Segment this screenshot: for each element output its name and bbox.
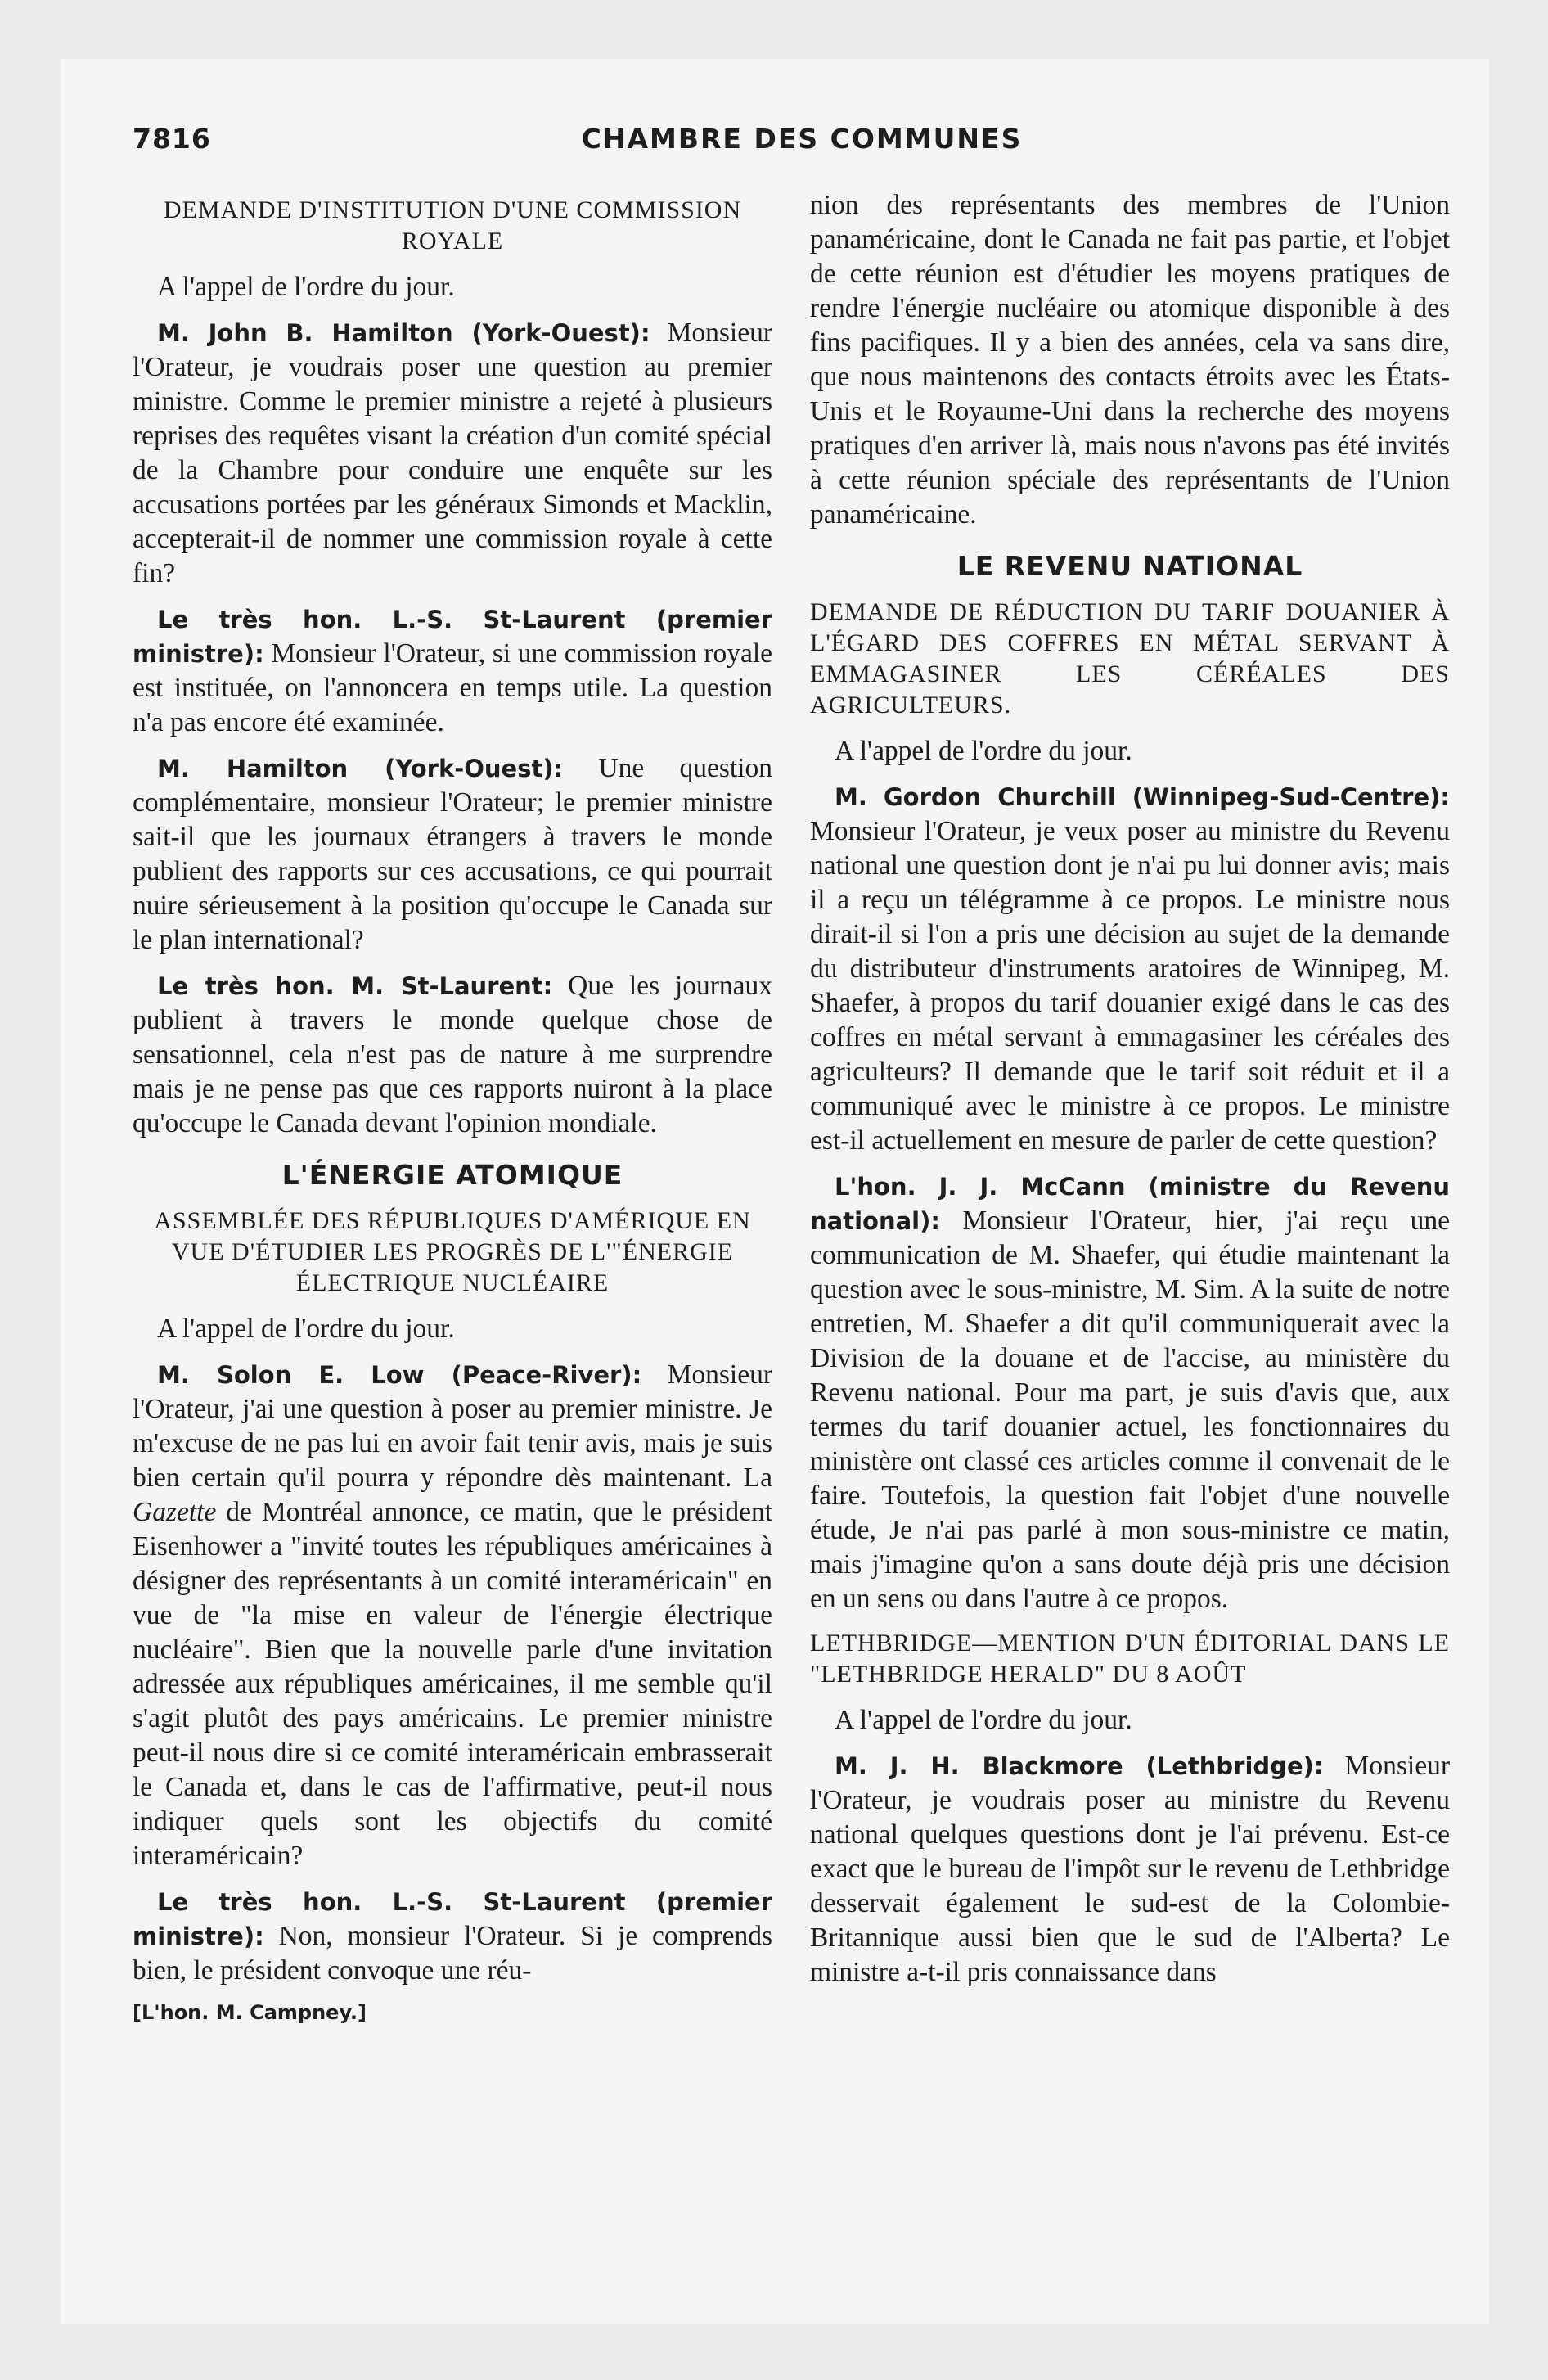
speaker-name: Le très hon. L.-S. St-Laurent (premier ministre): (133, 606, 772, 668)
speech-text: de Montréal annonce, ce matin, que le président Eisenhower a "invité toutes les républiques américaines à désigner des représentants à un comité interaméricain" en vue de "la mise en valeur de l'énergie électrique nucléaire". Bien que la nouvelle parle d'une invitation adressée aux républiques américaines, il me semble qu'il s'agit plutôt des pays américains. Le premier ministre peut-il nous dire si ce comité interaméricain embrasserait le Canada et, dans le cas de l'affirmative, peut-il nous indiquer quels sont les objectifs du comité interaméricain? (133, 1497, 772, 1871)
section-title-energie: L'ÉNERGIE ATOMIQUE (281, 1159, 623, 1191)
speaker-name: Le très hon. L.-S. St-Laurent (premier ministre): (133, 1888, 772, 1950)
paragraph-continued: nion des représentants des membres de l'Union panaméricaine, dont le Canada ne fait pas partie, et l'objet de cette réunion est d'étudier les moyens pratiques de rendre l'énergie nucléaire ou atomique disponible à des fins pacifiques. Il y a bien des années, cela va sans dire, que nous maintenons des contacts étroits avec les États-Unis et le Royaume-Uni dans la recherche des moyens pratiques d'en arriver là, mais nous n'avons pas été invités à cette réunion spéciale des représentants de l'Union panaméricaine. (810, 190, 1450, 530)
paragraph (133, 316, 772, 591)
subheading-lethbridge: LETHBRIDGE—MENTION D'UN ÉDITORIAL DANS LE "LETHBRIDGE HERALD" DU 8 AOÛT (810, 1629, 1450, 1688)
paragraph (133, 1885, 772, 1988)
subheading-assemblee: ASSEMBLÉE DES RÉPUBLIQUES D'AMÉRIQUE EN VUE D'ÉTUDIER LES PROGRÈS DE L'"ÉNERGIE ÉLECTRIQUE NUCLÉAIRE (154, 1207, 751, 1296)
paragraph: A l'appel de l'ordre du jour. (835, 736, 1132, 766)
running-head: CHAMBRE DES COMMUNES (581, 123, 1023, 155)
paragraph (133, 1358, 772, 1873)
paragraph: A l'appel de l'ordre du jour. (157, 1314, 455, 1344)
speech-text: Une question complémentaire, monsieur l'Orateur; le premier ministre sait-il que les journaux étrangers à travers le monde publient des rapports sur ces accusations, ce qui pourrait nuire sérieusement à la position qu'occupe le Canada sur le plan international? (133, 753, 772, 955)
newspaper-name: Gazette (133, 1497, 217, 1527)
right-column (810, 188, 1450, 2251)
section-title-revenu: LE REVENU NATIONAL (956, 550, 1303, 582)
speaker-name: M. Solon E. Low (Peace-River): (157, 1361, 642, 1389)
paragraph: A l'appel de l'ordre du jour. (157, 272, 455, 302)
paragraph (810, 780, 1450, 1158)
speaker-name: M. J. H. Blackmore (Lethbridge): (835, 1752, 1324, 1780)
page-number: 7816 (133, 123, 211, 155)
paragraph (133, 751, 772, 958)
speaker-name: M. Hamilton (York-Ouest): (157, 755, 564, 782)
speech-text: Que les journaux publient à travers le monde quelque chose de sensationnel, cela n'est pas de nature à me surprendre mais je ne pense pas que ces rapports nuiront à la place qu'occupe le Canada devant l'opinion mondiale. (133, 971, 772, 1138)
speech-text: Monsieur l'Orateur, j'ai une question à poser au premier ministre. Je m'excuse de ne pas lui en avoir fait tenir avis, mais je suis bien certain qu'il pourra y répondre dès maintenant. La (133, 1359, 772, 1493)
speech-text: Monsieur l'Orateur, je voudrais poser au ministre du Revenu national quelques questions dont je l'ai prévenu. Est-ce exact que le bureau de l'impôt sur le revenu de Lethbridge desservait également le sud-est de la Colombie-Britannique aussi bien que le sud de l'Alberta? Le ministre a-t-il pris connaissance dans (810, 1751, 1450, 1987)
speaker-name: L'hon. J. J. McCann (ministre du Revenu national): (810, 1173, 1450, 1235)
paragraph (810, 1749, 1450, 1990)
left-column (133, 188, 772, 2251)
paragraph (133, 969, 772, 1141)
subheading-tarif: DEMANDE DE RÉDUCTION DU TARIF DOUANIER À L'ÉGARD DES COFFRES EN MÉTAL SERVANT À EMMAGASINER LES CÉRÉALES DES AGRICULTEURS. (810, 598, 1450, 719)
speech-text: Monsieur l'Orateur, hier, j'ai reçu une communication de M. Shaefer, qui étudie maintenant la question avec le sous-ministre, M. Sim. A la suite de notre entretien, M. Shaefer a dit qu'il communiquerait avec la Division de la douane et de l'accise, au ministère du Revenu national. Pour ma part, je suis d'avis que, aux termes du tarif douanier actuel, les fonctionnaires du ministère ont classé ces articles comme il convenait de le faire. Toutefois, la question fait l'objet d'une nouvelle étude, Je n'ai pas parlé à mon sous-ministre ce matin, mais j'imagine qu'on a sans doute déjà pris une décision en un sens ou dans l'autre à ce propos. (810, 1206, 1450, 1614)
subheading-commission: DEMANDE D'INSTITUTION D'UNE COMMISSION ROYALE (163, 196, 742, 255)
paragraph: A l'appel de l'ordre du jour. (835, 1705, 1132, 1735)
paragraph (810, 1170, 1450, 1616)
speech-text: Monsieur l'Orateur, je veux poser au ministre du Revenu national une question dont je n'ai pu lui donner avis; mais il a reçu un télégramme à ce propos. Le ministre nous dirait-il si l'on a pris une décision au sujet de la demande du distributeur d'instruments aratoires de Winnipeg, M. Shaefer, à propos du tarif douanier exigé dans le cas des coffres en métal servant à emmagasiner les céréales des agriculteurs? Il demande que le tarif soit réduit et il a communiqué avec le ministre à ce propos. Le ministre est-il actuellement en mesure de parler de cette question? (810, 816, 1450, 1156)
speaker-name: Le très hon. M. St-Laurent: (157, 972, 553, 1000)
footer-reference: [L'hon. M. Campney.] (133, 2001, 367, 2024)
page-header (133, 123, 1471, 164)
speaker-name: M. Gordon Churchill (Winnipeg-Sud-Centre): (835, 783, 1450, 811)
speaker-name: M. John B. Hamilton (York-Ouest): (157, 319, 650, 347)
speech-text: Non, monsieur l'Orateur. Si je comprends bien, le président convoque une réu- (133, 1921, 772, 1986)
paragraph (133, 602, 772, 740)
speech-text: Monsieur l'Orateur, si une commission royale est instituée, on l'annoncera en temps utile. La question n'a pas encore été examinée. (133, 638, 772, 737)
speech-text: Monsieur l'Orateur, je voudrais poser une question au premier ministre. Comme le premier ministre a rejeté à plusieurs reprises des requêtes visant la création d'un comité spécial de la Chambre pour conduire une enquête sur les accusations portées par les généraux Simonds et Macklin, accepterait-il de nommer une commission royale à cette fin? (133, 318, 772, 588)
